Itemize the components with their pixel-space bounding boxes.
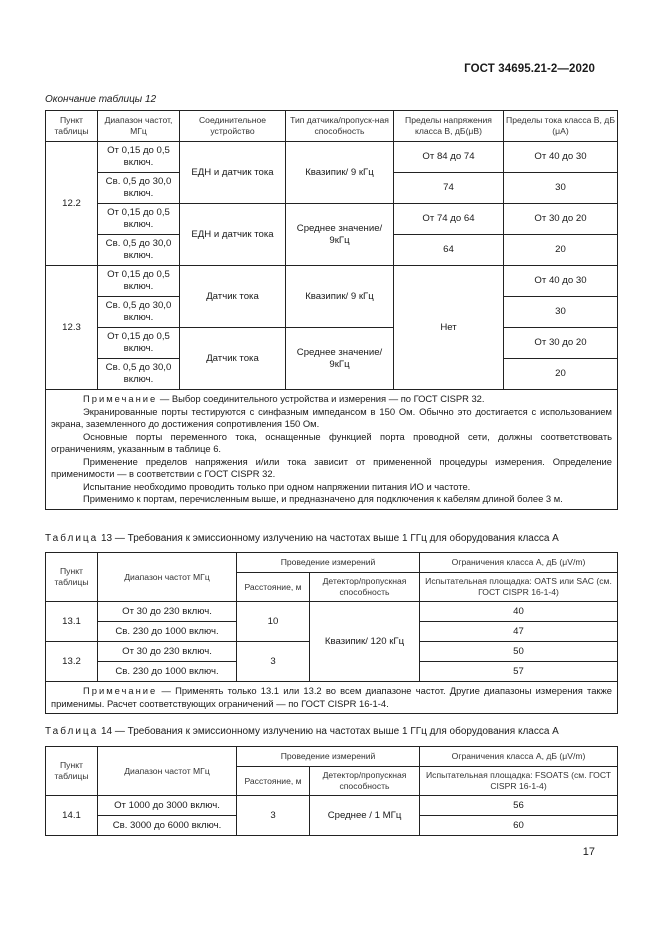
- header-item: Пункт таблицы: [46, 553, 98, 602]
- frequency-range: От 0,15 до 0,5 включ.: [98, 204, 180, 235]
- voltage-limit: 74: [394, 173, 504, 204]
- page-number: 17: [582, 846, 595, 858]
- table-12-note: [46, 390, 618, 510]
- limit-value: 60: [420, 816, 618, 836]
- table-13-note: [46, 682, 618, 714]
- frequency-range: От 30 до 230 включ.: [98, 602, 237, 622]
- header-measurement: Проведение измерений: [237, 747, 420, 767]
- detector: Среднее / 1 МГц: [310, 796, 420, 836]
- item-number: 12.2: [46, 142, 98, 266]
- frequency-range: От 0,15 до 0,5 включ.: [98, 266, 180, 297]
- note-paragraph: Применимо к портам, перечисленным выше, и предназначено для подключения к кабелям длиной более 3 м.: [83, 493, 563, 504]
- limit-value: 40: [420, 602, 618, 622]
- note-label: Примечание: [83, 685, 158, 696]
- frequency-range: Св. 0,5 до 30,0 включ.: [98, 297, 180, 328]
- detector: Квазипик/ 120 кГц: [310, 602, 420, 682]
- header-detector: Детектор/пропускная способность: [310, 767, 420, 796]
- table-14: [45, 746, 618, 836]
- detector: Квазипик/ 9 кГц: [286, 266, 394, 328]
- table-14-caption: [45, 726, 559, 737]
- note-paragraph: Основные порты переменного тока, оснащенные функцией порта проводной сети, должны соответствовать ограничениям, указанным в таблице 6.: [51, 430, 612, 454]
- item-number: 12.3: [46, 266, 98, 390]
- header-distance: Расстояние, м: [237, 767, 310, 796]
- header-detector: Тип датчика/пропуск-ная способность: [286, 111, 394, 142]
- caption-label: Таблица: [45, 533, 99, 544]
- distance: 10: [237, 602, 310, 642]
- table-13: [45, 552, 618, 714]
- frequency-range: Св. 0,5 до 30,0 включ.: [98, 235, 180, 266]
- coupling-device: Датчик тока: [180, 266, 286, 328]
- note-label: Примечание: [83, 393, 158, 404]
- current-limit: 30: [504, 173, 618, 204]
- item-number: 13.2: [46, 642, 98, 682]
- limit-value: 56: [420, 796, 618, 816]
- note-paragraph: Испытание необходимо проводить только при одном напряжении питания ИО и частоте.: [83, 480, 471, 492]
- detector: Среднее значение/ 9кГц: [286, 204, 394, 266]
- header-limits: Ограничения класса А, дБ (μV/m): [420, 747, 618, 767]
- table-13-caption: [45, 533, 559, 544]
- frequency-range: Св. 0,5 до 30,0 включ.: [98, 173, 180, 204]
- header-coupling-device: Соединительное устройство: [180, 111, 286, 142]
- header-voltage-limits: Пределы напряжения класса В, дБ(μВ): [394, 111, 504, 142]
- coupling-device: ЕДН и датчик тока: [180, 142, 286, 204]
- frequency-range: Св. 230 до 1000 включ.: [98, 622, 237, 642]
- frequency-range: Св. 230 до 1000 включ.: [98, 662, 237, 682]
- current-limit: 20: [504, 359, 618, 390]
- detector: Квазипик/ 9 кГц: [286, 142, 394, 204]
- limit-value: 50: [420, 642, 618, 662]
- header-frequency: Диапазон частот МГц: [98, 747, 237, 796]
- table-12: [45, 110, 618, 510]
- frequency-range: Св. 0,5 до 30,0 включ.: [98, 359, 180, 390]
- frequency-range: Св. 3000 до 6000 включ.: [98, 816, 237, 836]
- voltage-limit: От 84 до 74: [394, 142, 504, 173]
- header-detector: Детектор/пропускная способность: [310, 573, 420, 602]
- item-number: 14.1: [46, 796, 98, 836]
- distance: 3: [237, 796, 310, 836]
- header-test-site: Испытательная площадка: OATS или SAC (см. ГОСТ CISPR 16-1-4): [420, 573, 618, 602]
- note-text: — Выбор соединительного устройства и измерения — по ГОСТ CISPR 32.: [157, 393, 485, 404]
- document-standard-number: ГОСТ 34695.21-2—2020: [464, 63, 595, 75]
- header-measurement: Проведение измерений: [237, 553, 420, 573]
- coupling-device: ЕДН и датчик тока: [180, 204, 286, 266]
- detector: Среднее значение/ 9кГц: [286, 328, 394, 390]
- current-limit: От 30 до 20: [504, 204, 618, 235]
- current-limit: От 40 до 30: [504, 142, 618, 173]
- frequency-range: От 1000 до 3000 включ.: [98, 796, 237, 816]
- table-12-continuation-caption: Окончание таблицы 12: [45, 94, 157, 105]
- current-limit: От 40 до 30: [504, 266, 618, 297]
- limit-value: 47: [420, 622, 618, 642]
- item-number: 13.1: [46, 602, 98, 642]
- frequency-range: От 0,15 до 0,5 включ.: [98, 328, 180, 359]
- caption-text: 14 — Требования к эмиссионному излучению на частотах выше 1 ГГц для оборудования класса А: [98, 726, 559, 737]
- header-frequency: Диапазон частот МГц: [98, 553, 237, 602]
- frequency-range: От 0,15 до 0,5 включ.: [98, 142, 180, 173]
- caption-label: Таблица: [45, 726, 99, 737]
- header-current-limits: Пределы тока класса В, дБ (μА): [504, 111, 618, 142]
- voltage-limit: Нет: [394, 266, 504, 390]
- current-limit: 30: [504, 297, 618, 328]
- header-frequency: Диапазон частот, МГц: [98, 111, 180, 142]
- header-item: Пункт таблицы: [46, 747, 98, 796]
- header-distance: Расстояние, м: [237, 573, 310, 602]
- note-text: — Применять только 13.1 или 13.2 во всем диапазоне частот. Другие диапазоны измерения также применимы. Расчет соответствующих ограничений — по ГОСТ CISPR 16-1-4.: [51, 685, 613, 709]
- current-limit: От 30 до 20: [504, 328, 618, 359]
- header-limits: Ограничения класса А, дБ (μV/m): [420, 553, 618, 573]
- voltage-limit: От 74 до 64: [394, 204, 504, 235]
- limit-value: 57: [420, 662, 618, 682]
- voltage-limit: 64: [394, 235, 504, 266]
- header-test-site: Испытательная площадка: FSOATS (см. ГОСТ CISPR 16-1-4): [420, 767, 618, 796]
- note-paragraph: Применение пределов напряжения и/или тока зависит от примененной процедуры измерения. Определение применимости — в соответствии с ГОСТ CISPR 32.: [51, 455, 612, 479]
- distance: 3: [237, 642, 310, 682]
- header-item: Пункт таблицы: [46, 111, 98, 142]
- frequency-range: От 30 до 230 включ.: [98, 642, 237, 662]
- caption-text: 13 — Требования к эмиссионному излучению на частотах выше 1 ГГц для оборудования класса А: [98, 533, 559, 544]
- note-paragraph: Экранированные порты тестируются с синфазным импедансом в 150 Ом. Обычно это достигается с использованием экрана, заземленного до достижения сопротивления 150 Ом.: [51, 405, 612, 429]
- coupling-device: Датчик тока: [180, 328, 286, 390]
- current-limit: 20: [504, 235, 618, 266]
